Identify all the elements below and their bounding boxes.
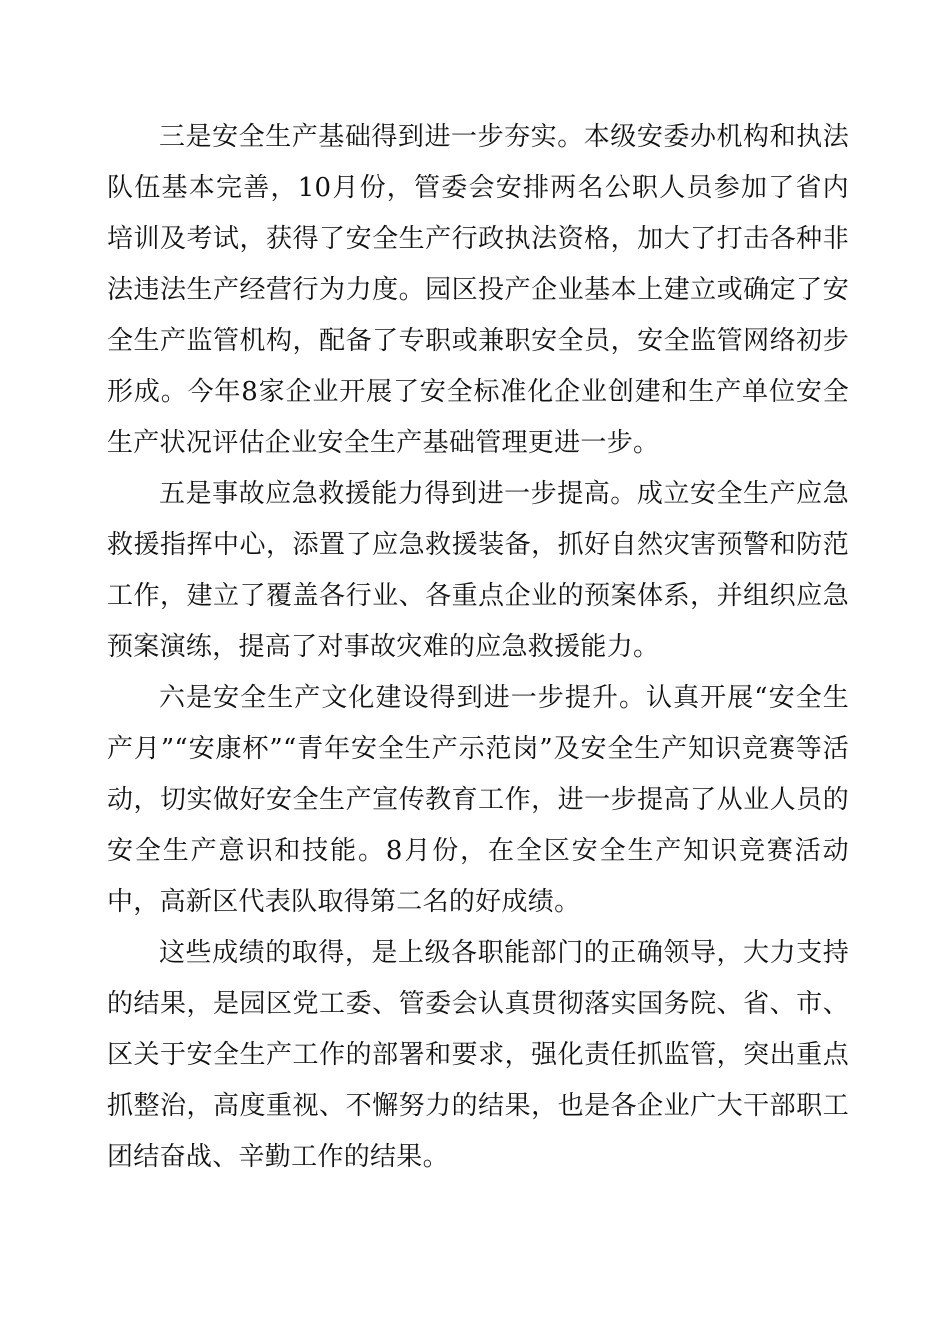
document-body — [107, 112, 849, 1183]
paragraph-emergency-rescue: 五是事故应急救援能力得到进一步提高。成立安全生产应急救援指挥中心，添置了应急救援装备，抓好自然灾害预警和防范工作，建立了覆盖各行业、各重点企业的预案体系，并组织应急预案演练，提高了对事故灾难的应急救援能力。 — [107, 479, 849, 662]
paragraph-safety-culture: 六是安全生产文化建设得到进一步提升。认真开展“安全生产月”“安康杯”“青年安全生产示范岗”及安全生产知识竞赛等活动，切实做好安全生产宣传教育工作，进一步提高了从业人员的安全生产意识和技能。8月份，在全区安全生产知识竞赛活动中，高新区代表队取得第二名的好成绩。 — [107, 683, 849, 917]
paragraph-foundation: 三是安全生产基础得到进一步夯实。本级安委办机构和执法队伍基本完善，10月份，管委会安排两名公职人员参加了省内培训及考试，获得了安全生产行政执法资格，加大了打击各种非法违法生产经营行为力度。园区投产企业基本上建立或确定了安全生产监管机构，配备了专职或兼职安全员，安全监管网络初步形成。今年8家企业开展了安全标准化企业创建和生产单位安全生产状况评估企业安全生产基础管理更进一步。 — [107, 122, 849, 458]
paragraph-achievements: 这些成绩的取得，是上级各职能部门的正确领导，大力支持的结果，是园区党工委、管委会认真贯彻落实国务院、省、市、区关于安全生产工作的部署和要求，强化责任抓监管，突出重点抓整治，高度重视、不懈努力的结果，也是各企业广大干部职工团结奋战、辛勤工作的结果。 — [107, 938, 849, 1172]
